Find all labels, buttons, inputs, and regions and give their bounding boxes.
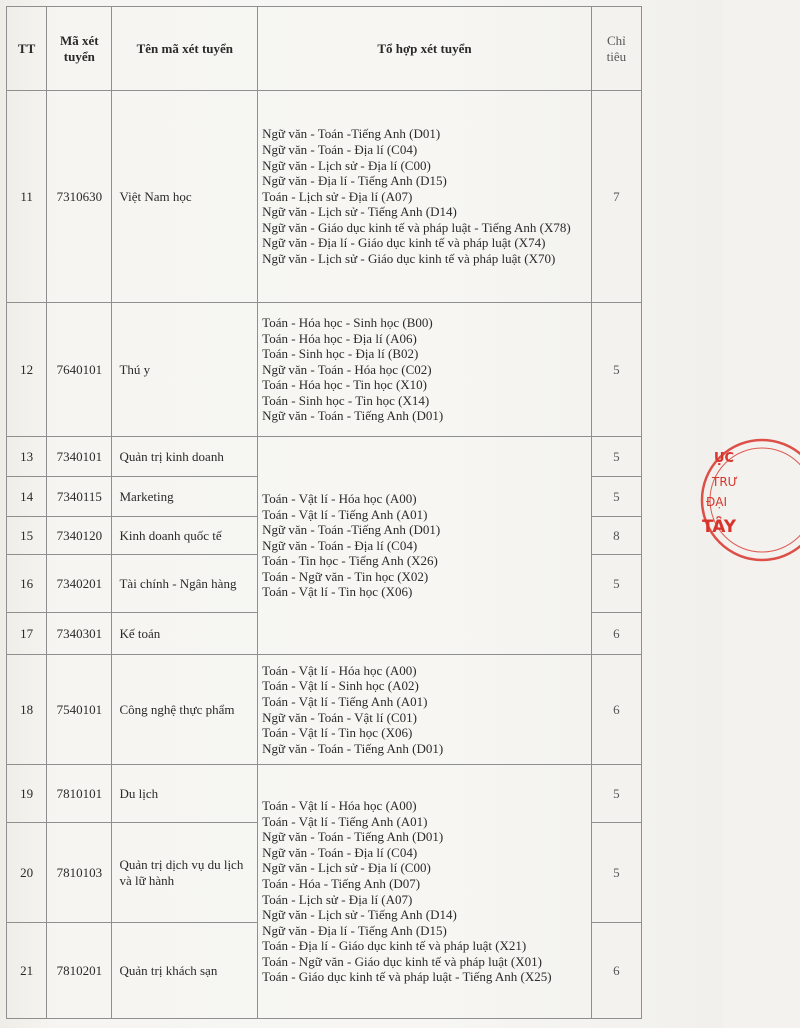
seal-text: TÂY	[702, 517, 737, 537]
combo-line: Ngữ văn - Địa lí - Giáo dục kinh tế và pháp luật (X74)	[262, 235, 546, 251]
row-name	[112, 655, 258, 765]
row-name	[112, 517, 258, 555]
row-name-text: Kế toán	[119, 625, 161, 641]
combo-line: Toán - Vật lí - Sinh học (A02)	[262, 678, 419, 694]
row-code: 7810201	[47, 923, 112, 1019]
combo-line: Ngữ văn - Lịch sử - Địa lí (C00)	[262, 860, 431, 876]
row-code: 7340301	[47, 613, 112, 655]
row-tt: 13	[7, 437, 47, 477]
combo-line: Ngữ văn - Toán -Tiếng Anh (D01)	[262, 126, 441, 142]
row-quota: 5	[591, 823, 641, 923]
header-code	[47, 7, 112, 91]
row-quota: 5	[591, 303, 641, 437]
combo-line: Ngữ văn - Toán - Vật lí (C01)	[262, 709, 417, 725]
row-code: 7340120	[47, 517, 112, 555]
row-name	[112, 437, 258, 477]
header-combos: Tổ hợp xét tuyển	[258, 7, 592, 91]
row-name	[112, 555, 258, 613]
combo-line: Ngữ văn - Toán - Tiếng Anh (D01)	[262, 740, 444, 756]
combo-line: Ngữ văn - Lịch sử - Giáo dục kinh tế và pháp luật (X70)	[262, 251, 556, 267]
combo-line: Ngữ văn - Toán - Tiếng Anh (D01)	[262, 829, 444, 845]
row-quota: 7	[591, 91, 641, 303]
row-name-text: Việt Nam học	[119, 188, 192, 204]
row-code: 7640101	[47, 303, 112, 437]
row-quota: 6	[591, 613, 641, 655]
seal-text: TRƯ	[712, 475, 738, 489]
row-quota: 5	[591, 437, 641, 477]
row-quota: 5	[591, 765, 641, 823]
row-name-text: Thú y	[119, 361, 151, 377]
combo-line: Ngữ văn - Toán - Hóa học (C02)	[262, 361, 432, 377]
combo-line: Toán - Giáo dục kinh tế và pháp luật - Tiếng Anh (X25)	[262, 969, 552, 985]
combo-line: Ngữ văn - Địa lí - Tiếng Anh (D15)	[262, 173, 447, 189]
row-code: 7810101	[47, 765, 112, 823]
table-row	[7, 437, 642, 477]
row-name	[112, 823, 258, 923]
combo-line: Toán - Tin học - Tiếng Anh (X26)	[262, 553, 438, 569]
table-header-row	[7, 7, 642, 91]
row-code: 7340101	[47, 437, 112, 477]
row-tt: 18	[7, 655, 47, 765]
row-name-text: Du lịch	[119, 785, 159, 801]
row-name-text: Quản trị dịch vụ du lịch và lữ hành	[119, 856, 244, 888]
combo-line: Toán - Hóa học - Tin học (X10)	[262, 377, 427, 393]
row-tt: 12	[7, 303, 47, 437]
table-row	[7, 303, 642, 437]
combo-line: Ngữ văn - Lịch sử - Tiếng Anh (D14)	[262, 907, 457, 923]
combo-line: Toán - Vật lí - Tiếng Anh (A01)	[262, 506, 428, 522]
row-name	[112, 613, 258, 655]
header-name: Tên mã xét tuyển	[112, 7, 258, 91]
combo-line: Ngữ văn - Toán -Tiếng Anh (D01)	[262, 522, 441, 538]
combo-line: Toán - Vật lí - Hóa học (A00)	[262, 662, 417, 678]
row-quota: 8	[591, 517, 641, 555]
row-name-text: Marketing	[119, 488, 174, 504]
row-tt: 21	[7, 923, 47, 1019]
row-combos	[258, 303, 592, 437]
header-quota-text: Chỉ tiêu	[606, 32, 627, 64]
combo-line: Toán - Địa lí - Giáo dục kinh tế và pháp luật (X21)	[262, 938, 527, 954]
row-name	[112, 303, 258, 437]
combo-line: Toán - Vật lí - Tin học (X06)	[262, 725, 413, 741]
row-name-text: Quản trị khách sạn	[119, 962, 218, 978]
table-row	[7, 91, 642, 303]
combo-line: Ngữ văn - Toán - Tiếng Anh (D01)	[262, 408, 444, 424]
combo-line: Toán - Vật lí - Tiếng Anh (A01)	[262, 813, 428, 829]
official-seal-stamp	[700, 430, 800, 570]
combo-line: Ngữ văn - Toán - Địa lí (C04)	[262, 537, 418, 553]
row-combos-business-group	[258, 437, 592, 655]
row-tt: 16	[7, 555, 47, 613]
row-name	[112, 477, 258, 517]
combo-line: Ngữ văn - Lịch sử - Địa lí (C00)	[262, 157, 431, 173]
row-quota: 5	[591, 477, 641, 517]
row-combos-tourism-group	[258, 765, 592, 1019]
combo-line: Ngữ văn - Lịch sử - Tiếng Anh (D14)	[262, 204, 457, 220]
header-tt: TT	[7, 7, 47, 91]
row-combos	[258, 91, 592, 303]
seal-text: ĐẠI	[706, 495, 728, 509]
combo-line: Toán - Sinh học - Tin học (X14)	[262, 392, 430, 408]
combo-line: Toán - Vật lí - Tin học (X06)	[262, 584, 413, 600]
row-tt: 20	[7, 823, 47, 923]
combo-line: Toán - Vật lí - Tiếng Anh (A01)	[262, 693, 428, 709]
row-tt: 11	[7, 91, 47, 303]
header-quota	[591, 7, 641, 91]
row-quota: 5	[591, 555, 641, 613]
combo-line: Toán - Lịch sử - Địa lí (A07)	[262, 891, 413, 907]
row-name-text: Quản trị kinh doanh	[119, 448, 224, 464]
row-name-text: Kinh doanh quốc tế	[119, 527, 222, 543]
combo-line: Toán - Vật lí - Hóa học (A00)	[262, 490, 417, 506]
combo-line: Ngữ văn - Giáo dục kinh tế và pháp luật - Tiếng Anh (X78)	[262, 219, 571, 235]
row-name-text: Công nghệ thực phẩm	[119, 701, 235, 717]
table-row	[7, 765, 642, 823]
row-code: 7340201	[47, 555, 112, 613]
row-code: 7540101	[47, 655, 112, 765]
combo-line: Toán - Sinh học - Địa lí (B02)	[262, 346, 419, 362]
combo-line: Ngữ văn - Toán - Địa lí (C04)	[262, 141, 418, 157]
row-code: 7310630	[47, 91, 112, 303]
row-tt: 19	[7, 765, 47, 823]
row-quota: 6	[591, 923, 641, 1019]
combo-line: Ngữ văn - Địa lí - Tiếng Anh (D15)	[262, 922, 447, 938]
row-combos	[258, 655, 592, 765]
combo-line: Toán - Lịch sử - Địa lí (A07)	[262, 188, 413, 204]
row-quota: 6	[591, 655, 641, 765]
combo-line: Toán - Ngữ văn - Giáo dục kinh tế và pháp luật (X01)	[262, 953, 542, 969]
row-tt: 17	[7, 613, 47, 655]
row-tt: 15	[7, 517, 47, 555]
row-name	[112, 91, 258, 303]
row-code: 7340115	[47, 477, 112, 517]
row-tt: 14	[7, 477, 47, 517]
header-code-text: Mã xét tuyển	[60, 32, 99, 64]
combo-line: Toán - Ngữ văn - Tin học (X02)	[262, 568, 429, 584]
admission-table	[6, 6, 642, 1019]
row-code: 7810103	[47, 823, 112, 923]
table-row	[7, 655, 642, 765]
row-name	[112, 923, 258, 1019]
combo-line: Toán - Hóa học - Địa lí (A06)	[262, 330, 417, 346]
row-name-text: Tài chính - Ngân hàng	[119, 575, 237, 591]
seal-text: ỤC	[714, 451, 735, 466]
row-name	[112, 765, 258, 823]
combo-line: Toán - Vật lí - Hóa học (A00)	[262, 797, 417, 813]
combo-line: Toán - Hóa - Tiếng Anh (D07)	[262, 875, 421, 891]
combo-line: Ngữ văn - Toán - Địa lí (C04)	[262, 844, 418, 860]
combo-line: Toán - Hóa học - Sinh học (B00)	[262, 314, 433, 330]
